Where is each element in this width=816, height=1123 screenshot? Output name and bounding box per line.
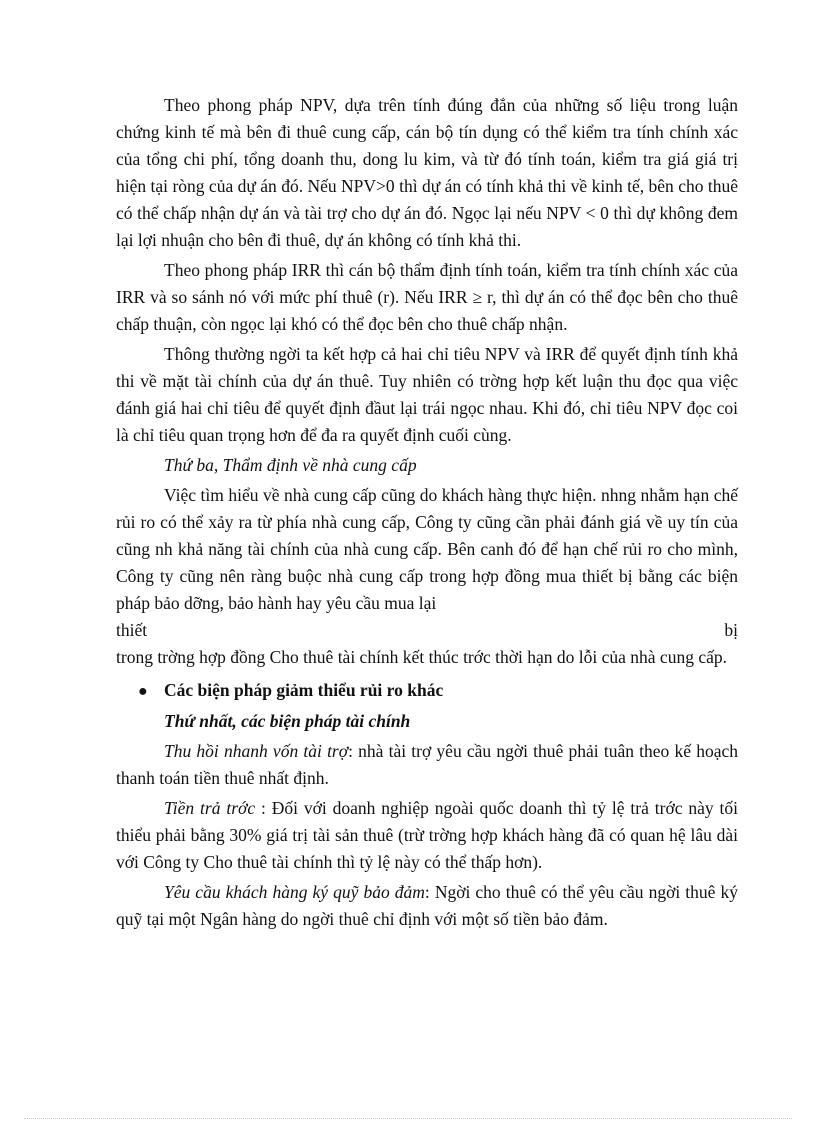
paragraph-irr: Theo phong pháp IRR thì cán bộ thẩm định tính toán, kiểm tra tính chính xác của IRR và so sánh nó với mức phí thuê (r). Nếu IRR ≥ r, thì dự án có thể đọc bên cho thuê chấp thuận, còn ngọc lại khó có thể đọc bên cho thuê chấp nhận. bbox=[116, 260, 738, 334]
paragraph-supplier-split-line bbox=[116, 617, 738, 644]
item-prepayment bbox=[116, 795, 738, 876]
paragraph-supplier-end: trong trờng hợp đồng Cho thuê tài chính kết thúc trớc thời hạn do lỗi của nhà cung cấp. bbox=[116, 647, 727, 667]
bullet-icon: ● bbox=[138, 683, 148, 700]
item-deposit bbox=[116, 879, 738, 933]
item-text: : Ngời cho thuê có thể yêu cầu ngời thuê ký quỹ tại một Ngân hàng do ngời thuê chỉ định với một số tiền bảo đảm. bbox=[116, 882, 738, 929]
paragraph-combine: Thông thường ngời ta kết hợp cả hai chỉ tiêu NPV và IRR để quyết định tính khả thi về mặt tài chính của dự án thuê. Tuy nhiên có trờng hợp kết luận thu đọc qua việc đánh giá hai chỉ tiêu để quyết định đầut lại trái ngọc nhau. Khi đó, chỉ tiêu NPV đọc coi là chỉ tiêu quan trọng hơn để đa ra quyết định cuối cùng. bbox=[116, 344, 738, 445]
item-lead: Thu hồi nhanh vốn tài trợ bbox=[164, 741, 349, 761]
item-fast-recovery bbox=[116, 738, 738, 792]
paragraph-npv: Theo phong pháp NPV, dựa trên tính đúng đắn của những số liệu trong luận chứng kinh tế mà bên đi thuê cung cấp, cán bộ tín dụng có thể kiểm tra tính chính xác của tổng chi phí, tổng doanh thu, dong lu kim, và từ đó tính toán, kiểm tra giá giá trị hiện tại ròng của dự án đó. Nếu NPV>0 thì dự án có tính khả thi về kinh tế, bên cho thuê có thể chấp nhận dự án và tài trợ cho dự án đó. Ngọc lại nếu NPV < 0 thì dự không đem lại lợi nhuận cho bên đi thuê, dự án không có tính khả thi. bbox=[116, 95, 738, 250]
split-word-right: bị bbox=[724, 620, 738, 640]
heading-third-supplier: Thứ ba, Thẩm định về nhà cung cấp bbox=[164, 455, 417, 475]
paragraph-supplier: Việc tìm hiểu về nhà cung cấp cũng do khách hàng thực hiện. nhng nhằm hạn chế rủi ro có thể xảy ra từ phía nhà cung cấp, Công ty cũng cần phải đánh giá về uy tín của cũng nh khả năng tài chính của nhà cung cấp. Bên canh đó để hạn chế rủi ro cho mình, Công ty cũng nên ràng buộc nhà cung cấp trong hợp đồng mua thiết bị bằng các biện pháp bảo dỡng, bảo hành hay yêu cầu mua lại bbox=[116, 485, 738, 613]
split-word-left: thiết bbox=[116, 620, 148, 640]
item-lead: Yêu cầu khách hàng ký quỹ bảo đảm bbox=[164, 882, 425, 902]
item-text: : Đối với doanh nghiệp ngoài quốc doanh thì tỷ lệ trả trớc này tối thiểu phải bằng 30% giá trị tài sản thuê (trừ trờng hợp khách hàng đã có quan hệ lâu dài với Công ty Cho thuê tài chính thì tỷ lệ này có thể thấp hơn). bbox=[116, 798, 738, 872]
item-text: : nhà tài trợ yêu cầu ngời thuê phải tuân theo kế hoạch thanh toán tiền thuê nhất định. bbox=[116, 741, 738, 788]
heading-first-financial: Thứ nhất, các biện pháp tài chính bbox=[164, 711, 411, 731]
page-body bbox=[116, 92, 738, 936]
bullet-heading-title: Các biện pháp giảm thiểu rủi ro khác bbox=[164, 680, 444, 700]
bullet-heading bbox=[116, 677, 738, 705]
item-lead: Tiền trả trớc bbox=[164, 798, 256, 818]
footer-divider bbox=[24, 1118, 792, 1119]
